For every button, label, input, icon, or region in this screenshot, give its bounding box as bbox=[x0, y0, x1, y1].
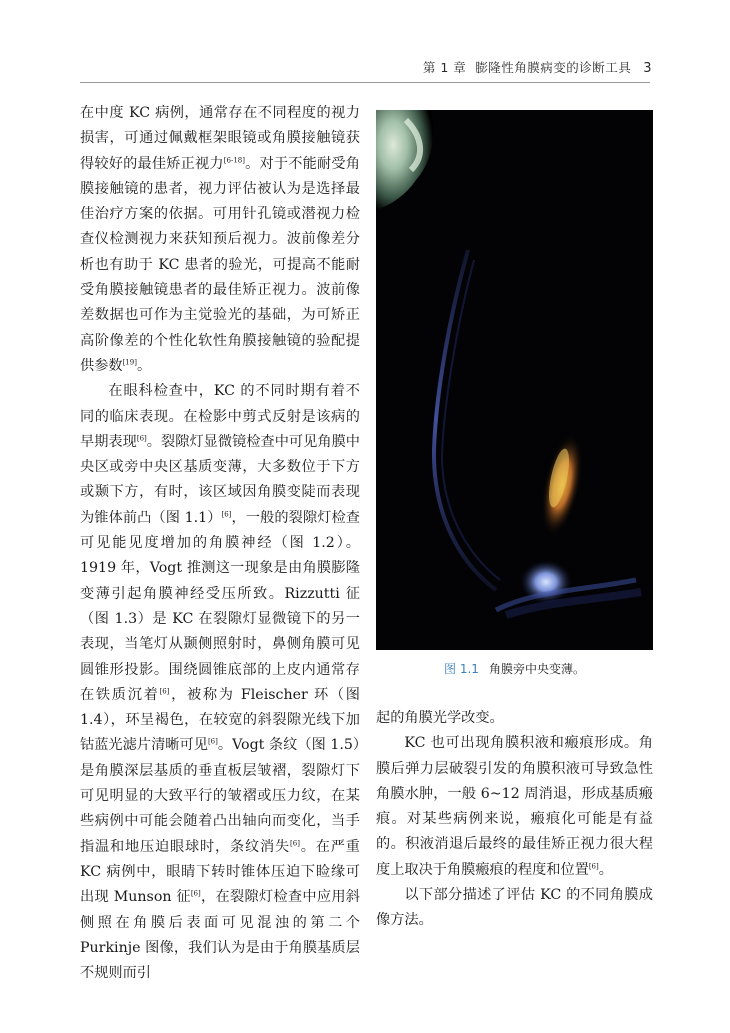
running-head bbox=[423, 58, 652, 76]
page-number: 3 bbox=[643, 61, 652, 76]
citation-ref: [6] bbox=[588, 862, 599, 871]
text-run: 在眼科检查中，KC 的不同时期有着不同的临床表现。在检影中剪式反射是该病的早期表现 bbox=[80, 383, 360, 450]
chapter-number: 第 1 章 bbox=[422, 60, 467, 75]
paragraph-3 bbox=[376, 731, 653, 883]
citation-ref: [6-18] bbox=[223, 155, 245, 164]
text-run: 起的角膜光学改变。 bbox=[376, 710, 504, 726]
text-run: ，在裂隙灯检查中应用斜侧照在角膜后表面可见混浊的第二个 Purkinje 图像，我们认为是由于角膜基质层不规则而引 bbox=[80, 889, 360, 982]
citation-ref: [6] bbox=[190, 889, 201, 898]
figure-caption bbox=[376, 660, 653, 677]
text-run: ，一般的裂隙灯检查可见能见度增加的角膜神经（图 1.2）。1919 年，Vogt 推测这一现象是由角膜膨隆变薄引起角膜神经受压所致。Rizzutti 征（图 1.3）是 KC 在裂隙灯显微镜下的另一表现，当笔灯从颞侧照射时，鼻侧角膜可见圆锥形投影。围绕圆锥底部的上皮内通常存在铁质沉着 bbox=[80, 509, 360, 703]
paragraph-2 bbox=[80, 379, 360, 986]
citation-ref: [6] bbox=[136, 434, 147, 443]
citation-ref: [6] bbox=[221, 510, 232, 519]
slit-lamp-image bbox=[376, 110, 653, 650]
figure-caption-text: 角膜旁中央变薄。 bbox=[488, 662, 585, 676]
citation-ref: [6] bbox=[159, 687, 170, 696]
text-run: KC 也可出现角膜积液和瘢痕形成。角膜后弹力层破裂引发的角膜积液可导致急性角膜水肿，一般 6~12 周消退，形成基质瘢痕。对某些病例来说，瘢痕化可能是有益的。积液消退后最终的最佳矫正视力很大程度上取决于角膜瘢痕的程度和位置 bbox=[376, 735, 653, 878]
text-run: 。Vogt 条纹（图 1.5）是角膜深层基质的垂直板层皱褶，裂隙灯下可见明显的大致平行的皱褶或压力纹，在某些病例中可能会随着凸出轴向而变化，当手指温和地压迫眼球时，条纹消失 bbox=[80, 737, 361, 855]
citation-ref: [6] bbox=[290, 838, 300, 847]
paragraph-1 bbox=[80, 101, 360, 379]
text-run: 。 bbox=[598, 861, 613, 878]
left-column bbox=[80, 101, 360, 986]
header-rule bbox=[80, 82, 650, 83]
paragraph-4 bbox=[376, 883, 653, 934]
figure-1-1-slit-lamp-photo bbox=[376, 110, 653, 650]
citation-ref: [19] bbox=[122, 358, 137, 367]
text-run: 。在严重 KC 病例中，眼睛下转时锥体压迫下睑缘可出现 Munson 征 bbox=[80, 838, 360, 906]
text-run: 。对于不能耐受角膜接触镜的患者，视力评估被认为是选择最佳治疗方案的依据。可用针孔镜或潜视力检查仪检测视力来获知预后视力。波前像差分析也有助于 KC 患者的验光，可提高不能耐受角膜接触镜患者的最佳矫正视力。波前像差数据也可作为主觉验光的基础，为可矫正高阶像差的个性化软性角膜接触镜的验配提供参数 bbox=[80, 155, 360, 374]
text-run: 以下部分描述了评估 KC 的不同角膜成像方法。 bbox=[376, 887, 653, 929]
text-run: 。 bbox=[136, 357, 152, 374]
right-column bbox=[376, 706, 653, 934]
chapter-title: 膨隆性角膜病变的诊断工具 bbox=[475, 60, 632, 75]
paragraph-continuation bbox=[376, 706, 653, 731]
citation-ref: [6] bbox=[207, 737, 218, 746]
text-run: 。裂隙灯显微镜检查中可见角膜中央区或旁中央区基质变薄，大多数位于下方或颞下方，有时，该区域因角膜变陡而表现为锥体前凸（图 1.1） bbox=[80, 433, 360, 526]
figure-label: 图 1.1 bbox=[444, 662, 479, 676]
text-run: 在中度 KC 病例，通常存在不同程度的视力损害，可通过佩戴框架眼镜或角膜接触镜获得较好的最佳矫正视力 bbox=[80, 105, 360, 172]
text-run: ，被称为 Fleischer 环（图 1.4），环呈褐色，在较宽的斜裂隙光线下加钴蓝光滤片清晰可见 bbox=[80, 686, 360, 754]
